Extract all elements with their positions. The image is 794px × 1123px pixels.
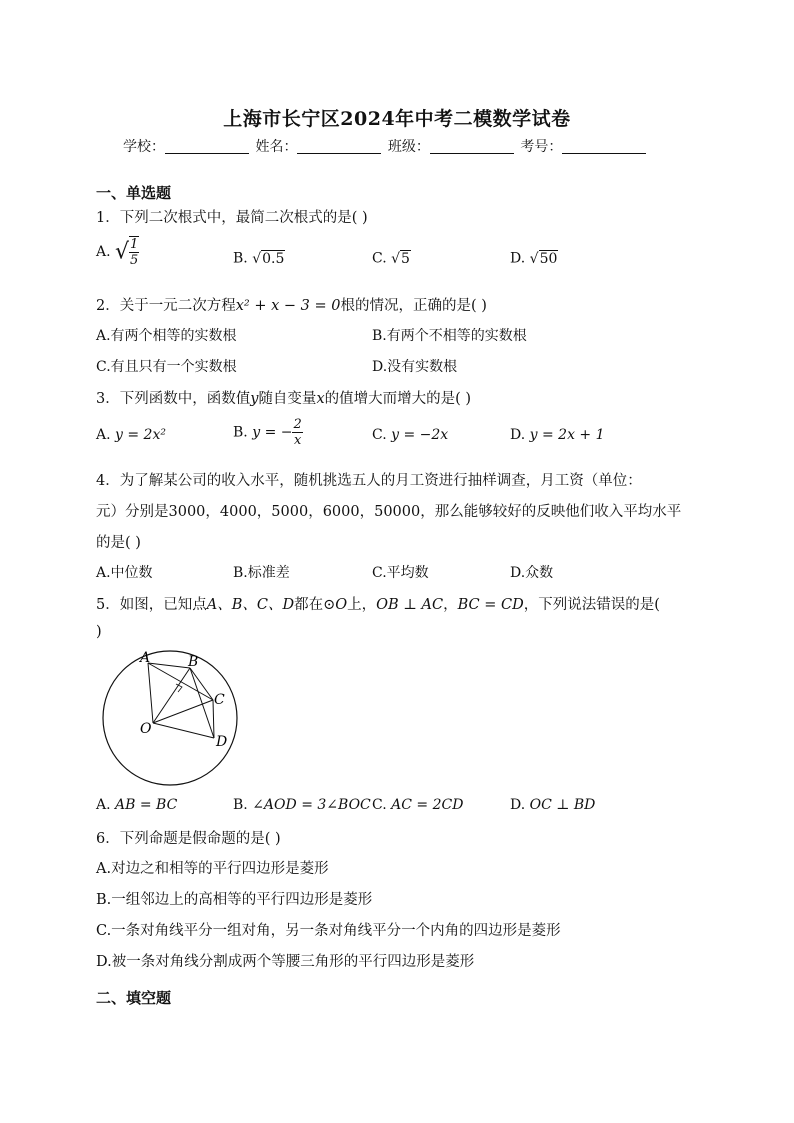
q1-option-b[interactable]: B. √0.5 <box>233 250 285 267</box>
q1-option-c[interactable]: C. √5 <box>372 250 410 267</box>
q5-center: O <box>335 597 348 613</box>
q4-option-c[interactable]: C.平均数 <box>372 565 429 581</box>
q2-equation: x² + x − 3 = 0 <box>235 298 341 314</box>
q2-option-d[interactable]: D.没有实数根 <box>372 359 458 375</box>
q3-b-prefix: y = − <box>252 424 293 441</box>
school-label: 学校： <box>123 139 165 155</box>
q2-stem <box>96 294 487 315</box>
segment-ab <box>148 663 190 668</box>
segment-oc <box>153 700 213 723</box>
q5-option-a[interactable] <box>96 797 177 813</box>
q3-a-label: A. <box>96 427 111 443</box>
q1-b-label: B. <box>233 250 248 267</box>
q5-a-expr: AB = BC <box>115 797 178 813</box>
q5-c-label: C. <box>372 797 387 813</box>
q2-stem-pre: 2．关于一元二次方程 <box>96 298 236 314</box>
q5-stem-pre: 5．如图，已知点 <box>96 597 207 613</box>
q4-option-b[interactable]: B.标准差 <box>233 565 290 581</box>
q5-option-d[interactable] <box>510 797 595 813</box>
q4-stem-line1: 4．为了解某公司的收入水平，随机挑选五人的月工资进行抽样调查，月工资（单位： <box>96 473 642 489</box>
label-c: C <box>214 692 225 708</box>
q2-option-c[interactable]: C.有且只有一个实数根 <box>96 359 237 375</box>
q1-d-radicand: 50 <box>539 251 558 267</box>
q5-stem <box>96 593 660 614</box>
q3-option-d[interactable] <box>510 427 605 443</box>
name-label: 姓名： <box>255 139 298 155</box>
q1-c-label: C. <box>372 250 387 267</box>
school-blank[interactable] <box>165 139 249 154</box>
exam-title: 上海市长宁区2024年中考二模数学试卷 <box>223 108 571 130</box>
q5-cond1: OB ⊥ AC <box>376 597 444 613</box>
class-blank[interactable] <box>430 139 514 154</box>
q1-c-radicand: 5 <box>401 251 410 267</box>
q5-stem-post1: 上， <box>347 597 377 613</box>
student-info-row <box>123 136 648 156</box>
q3-b-numerator: 2 <box>293 417 302 432</box>
q1-d-label: D. <box>510 250 526 267</box>
label-d: D <box>216 734 228 750</box>
name-blank[interactable] <box>297 139 381 154</box>
q3-b-label: B. <box>233 424 248 441</box>
q5-option-b[interactable] <box>233 797 371 813</box>
q1-a-numerator: 1 <box>130 237 139 252</box>
number-label: 考号： <box>520 139 563 155</box>
q2-option-b[interactable]: B.有两个不相等的实数根 <box>372 328 527 344</box>
section-single-choice: 一、单选题 <box>96 184 172 202</box>
q1-a-sqrt: √ $\frac{1}{5}$ <box>115 237 139 268</box>
q5-b-expr: ∠AOD = 3∠BOC <box>252 797 371 813</box>
number-blank[interactable] <box>562 139 646 154</box>
q1-b-radicand: 0.5 <box>262 251 285 267</box>
q3-a-expr: y = 2x² <box>115 427 166 443</box>
q3-var-x: x <box>316 391 325 407</box>
q6-option-d[interactable]: D.被一条对角线分割成两个等腰三角形的平行四边形是菱形 <box>96 954 475 970</box>
segment-oa <box>148 663 153 723</box>
q1-option-a[interactable] <box>96 236 139 268</box>
q3-var-y: y <box>250 391 259 407</box>
label-b: B <box>188 654 199 670</box>
q5-sep: ， <box>443 597 458 613</box>
section-fill-blank: 二、填空题 <box>96 989 172 1007</box>
q5-points: A、B、C、D <box>206 597 295 613</box>
q3-stem-pre: 3．下列函数中，函数值 <box>96 391 251 407</box>
q1-a-denominator: 5 <box>130 253 139 268</box>
segment-bc <box>190 668 213 700</box>
q3-c-label: C. <box>372 427 387 443</box>
q5-a-label: A. <box>96 797 111 813</box>
q5-option-c[interactable] <box>372 797 463 813</box>
q5-d-label: D. <box>510 797 526 813</box>
q4-option-d[interactable]: D.众数 <box>510 565 554 581</box>
q3-option-c[interactable] <box>372 427 448 443</box>
q1-option-d[interactable]: D. √50 <box>510 250 558 267</box>
q5-stem-post2: ，下列说法错误的是( <box>523 597 660 613</box>
q4-stem-line3: 的是( ) <box>96 535 141 551</box>
segment-ac <box>148 663 213 700</box>
q1-stem: 1．下列二次根式中，最简二次根式的是( ) <box>96 210 368 226</box>
q3-b-denominator: x <box>293 433 302 448</box>
q6-option-c[interactable]: C.一条对角线平分一组对角，另一条对角线平分一个内角的四边形是菱形 <box>96 923 561 939</box>
q5-stem-mid: 都在⊙ <box>294 597 336 613</box>
q3-d-expr: y = 2x + 1 <box>529 427 605 443</box>
label-o: O <box>140 721 152 737</box>
q5-c-expr: AC = 2CD <box>391 797 464 813</box>
q2-option-a[interactable]: A.有两个相等的实数根 <box>96 328 237 344</box>
q1-a-label: A. <box>96 244 111 260</box>
q4-stem-line2: 元）分别是3000，4000，5000，6000，50000，那么能够较好的反映他们收入平均水平 <box>96 504 682 520</box>
q5-d-expr: OC ⊥ BD <box>529 797 596 813</box>
class-label: 班级： <box>387 139 430 155</box>
q3-option-b[interactable] <box>233 417 303 448</box>
q5-cond2: BC = CD <box>457 597 524 613</box>
segment-bd <box>190 668 214 738</box>
circle-o <box>103 651 237 785</box>
label-a: A <box>140 650 151 666</box>
q6-stem: 6．下列命题是假命题的是( ) <box>96 831 281 847</box>
q3-c-expr: y = −2x <box>391 427 449 443</box>
q4-option-a[interactable]: A.中位数 <box>96 565 153 581</box>
q5-circle-figure <box>90 648 240 788</box>
q3-stem-post: 的值增大而增大的是( ) <box>324 391 472 407</box>
q2-stem-post: 根的情况，正确的是( ) <box>340 298 487 314</box>
q5-stem-close: ) <box>96 624 102 640</box>
q3-stem <box>96 387 471 408</box>
q5-b-label: B. <box>233 797 248 813</box>
q3-stem-mid: 随自变量 <box>258 391 317 407</box>
q3-d-label: D. <box>510 427 526 443</box>
segment-od <box>153 723 214 738</box>
q3-option-a[interactable] <box>96 427 166 443</box>
q6-option-a[interactable]: A.对边之和相等的平行四边形是菱形 <box>96 861 329 877</box>
q6-option-b[interactable]: B.一组邻边上的高相等的平行四边形是菱形 <box>96 892 373 908</box>
